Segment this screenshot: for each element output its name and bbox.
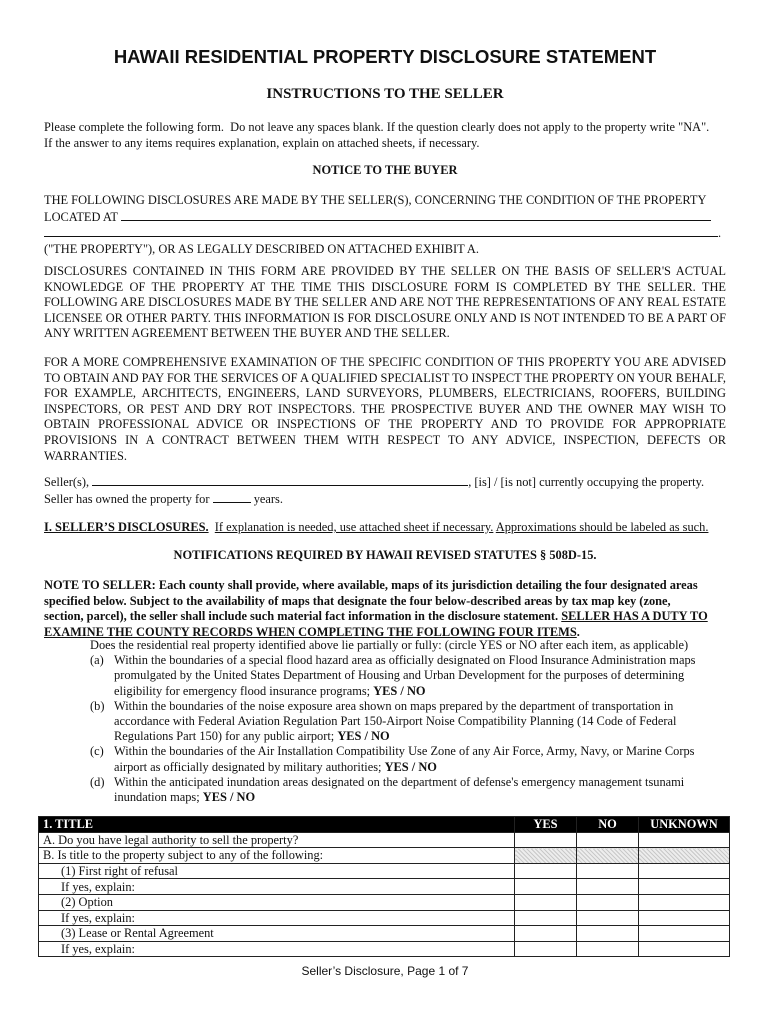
list-item [44, 775, 726, 805]
section-1-heading: I. SELLER’S DISCLOSURES. [44, 520, 209, 534]
yes-column-header: YES [515, 817, 577, 833]
notice-location [44, 193, 726, 257]
seller-info [44, 474, 726, 507]
table-row [39, 910, 730, 926]
document-title: HAWAII RESIDENTIAL PROPERTY DISCLOSURE STATEMENT [113, 46, 657, 67]
unknown-checkbox-cell[interactable] [639, 832, 730, 848]
seller-row [44, 474, 726, 491]
question-cell: B. Is title to the property subject to any of the following: [39, 848, 515, 864]
table-row [39, 863, 730, 879]
shaded-cell [577, 848, 639, 864]
explain-cell[interactable]: If yes, explain: [39, 879, 515, 895]
section-title-header: 1. TITLE [39, 817, 515, 833]
empty-cell [577, 910, 639, 926]
address-continuation-row: . [44, 225, 726, 242]
section-1-note-1: If explanation is needed, use attached sheet if necessary. [214, 520, 494, 534]
yes-checkbox-cell[interactable] [515, 926, 577, 942]
item-label: (c) [90, 744, 104, 759]
instructions-heading: INSTRUCTIONS TO THE SELLER [266, 86, 504, 102]
unknown-column-header: UNKNOWN [639, 817, 730, 833]
unknown-checkbox-cell[interactable] [639, 894, 730, 910]
explain-cell[interactable]: If yes, explain: [39, 910, 515, 926]
item-text: accordance with Federal Aviation Regulation Part 150-Airport Noise Compatibility Planning (14 Code of Federal [114, 714, 677, 729]
item-label: (a) [90, 653, 104, 668]
item-text-last [114, 729, 726, 744]
section-1-note-2: Approximations should be labeled as such. [495, 520, 709, 534]
empty-cell [639, 941, 730, 957]
notice-line-1: THE FOLLOWING DISCLOSURES ARE MADE BY THE SELLER(S), CONCERNING THE CONDITION OF THE PROPERTY [44, 193, 707, 207]
item-text: eligibility for emergency flood insurance programs; [114, 683, 374, 698]
located-at-label: LOCATED AT [44, 209, 118, 224]
yes-checkbox-cell[interactable] [515, 894, 577, 910]
occupying-text: , [is] / [is not] currently occupying the property. [468, 475, 705, 489]
item-text: promulgated by the United States Department of Housing and Urban Development for the purposes of determining [114, 668, 685, 683]
yes-no-choice[interactable]: YES / NO [337, 729, 390, 744]
no-checkbox-cell[interactable] [577, 926, 639, 942]
table-row [39, 926, 730, 942]
question-cell: (1) First right of refusal [39, 863, 515, 879]
table-row [39, 848, 730, 864]
table-row [39, 879, 730, 895]
years-owned-field[interactable] [213, 491, 251, 503]
unknown-checkbox-cell[interactable] [639, 863, 730, 879]
owned-row [44, 491, 726, 508]
instructions-line-2: If the answer to any items requires explanation, explain on attached sheets, if necessary. [44, 135, 480, 150]
no-checkbox-cell[interactable] [577, 894, 639, 910]
list-item [44, 653, 726, 699]
located-at-row [44, 209, 726, 226]
no-checkbox-cell[interactable] [577, 863, 639, 879]
note-to-seller [44, 578, 726, 640]
list-item [44, 699, 726, 745]
question-cell: (2) Option [39, 894, 515, 910]
notice-heading: NOTICE TO THE BUYER [312, 163, 458, 177]
item-text-last [114, 684, 726, 699]
yes-no-choice[interactable]: YES / NO [373, 683, 426, 698]
yes-checkbox-cell[interactable] [515, 863, 577, 879]
notice-paragraph-2: DISCLOSURES CONTAINED IN THIS FORM ARE PROVIDED BY THE SELLER ON THE BASIS OF SELLER'S ACTUAL KNOWLEDGE OF THE PROPERTY AT THE TIME THIS DISCLOSURE FORM IS COMPLETED BY THE SELLER. THE FOLLOWING ARE DISCLOSURES MADE BY THE SELLER AND ARE NOT THE REPRESENTATIONS OF ANY REAL ESTATE LICENSEE OR OTHER PARTY. THIS INFORMATION IS FOR DISCLOSURE ONLY AND IS NOT INTENDED TO BE A PART OF ANY WRITTEN AGREEMENT BETWEEN THE BUYER AND THE SELLER. [44, 264, 726, 341]
empty-cell [639, 910, 730, 926]
yes-no-choice[interactable]: YES / NO [384, 759, 437, 774]
empty-cell [515, 879, 577, 895]
no-checkbox-cell[interactable] [577, 832, 639, 848]
empty-cell [639, 879, 730, 895]
list-item [44, 744, 726, 774]
instructions-line-1: Please complete the following form. Do not leave any spaces blank. If the question clearly does not apply to the property write "NA". [44, 120, 710, 134]
note-line-3 [44, 609, 726, 625]
note-line-3-text: section, parcel), the seller shall include such material fact information in the disclosure statement. [44, 609, 562, 624]
owned-prefix: Seller has owned the property for [44, 491, 210, 506]
question-cell: (3) Lease or Rental Agreement [39, 926, 515, 942]
notifications-heading: NOTIFICATIONS REQUIRED BY HAWAII REVISED STATUTES § 508D-15. [173, 548, 597, 562]
shaded-cell [515, 848, 577, 864]
designated-areas-list [44, 638, 726, 805]
question-intro: Does the residential real property identified above lie partially or fully: (circle YES or NO after each item, as applicable) [90, 638, 689, 652]
no-column-header: NO [577, 817, 639, 833]
item-text: Within the boundaries of a special flood hazard area as officially designated on Flood Insurance Administration maps [114, 653, 696, 668]
empty-cell [577, 941, 639, 957]
note-line-2: specified below. Subject to the availability of maps that designate the four below-described areas by tax map key (zone, [44, 593, 671, 608]
table-header-row [39, 817, 730, 833]
item-text: Within the boundaries of the noise exposure area shown on maps prepared by the department of transportation in [114, 698, 674, 713]
instructions-text [44, 120, 726, 151]
seller-name-field[interactable] [92, 474, 468, 486]
item-text: Within the anticipated inundation areas designated on the department of defense's emergency management tsunami [114, 774, 685, 789]
question-cell: A. Do you have legal authority to sell the property? [39, 832, 515, 848]
unknown-checkbox-cell[interactable] [639, 926, 730, 942]
notice-line-3: ("THE PROPERTY"), OR AS LEGALLY DESCRIBED ON ATTACHED EXHIBIT A. [44, 241, 479, 256]
table-row [39, 941, 730, 957]
item-label: (b) [90, 698, 105, 713]
property-address-field-2[interactable] [44, 225, 718, 237]
section-1-heading-row [44, 520, 726, 536]
empty-cell [577, 879, 639, 895]
empty-cell [515, 910, 577, 926]
item-text-last [114, 760, 726, 775]
explain-cell[interactable]: If yes, explain: [39, 941, 515, 957]
owned-suffix: years. [253, 491, 283, 506]
item-text: Within the boundaries of the Air Installation Compatibility Use Zone of any Air Force, Army, Navy, or Marine Corps [114, 744, 695, 759]
property-address-field[interactable] [121, 209, 711, 221]
table-row [39, 894, 730, 910]
seller-label: Seller(s), [44, 475, 90, 489]
title-questions-table [38, 816, 730, 957]
item-text: inundation maps; [114, 790, 203, 805]
note-line-1: NOTE TO SELLER: Each county shall provide, where available, maps of its jurisdiction detailing the four designated areas [44, 578, 698, 592]
duty-emphasis: SELLER HAS A DUTY TO [561, 609, 708, 624]
yes-no-choice[interactable]: YES / NO [202, 790, 256, 805]
duty-emphasis-2: EXAMINE THE COUNTY RECORDS WHEN COMPLETING THE FOLLOWING FOUR ITEMS [44, 624, 577, 639]
item-text-last [114, 790, 726, 805]
note-line-4-end: . [576, 624, 580, 639]
item-text: Regulations Part 150) for any public airport; [114, 729, 338, 744]
empty-cell [515, 941, 577, 957]
notice-paragraph-3: FOR A MORE COMPREHENSIVE EXAMINATION OF THE SPECIFIC CONDITION OF THIS PROPERTY YOU ARE ADVISED TO OBTAIN AND PAY FOR THE SERVICES OF A QUALIFIED SPECIALIST TO INSPECT THE PROPERTY ON YOUR BEHALF, FOR EXAMPLE, ARCHITECTS, ENGINEERS, LAND SURVEYORS, PLUMBERS, ELECTRICIANS, ROOFERS, BUILDING INSPECTORS, OR PEST AND DRY ROT INSPECTORS. THE PROSPECTIVE BUYER AND THE OWNER MAY WISH TO OBTAIN PROFESSIONAL ADVICE OR INSPECTIONS OF THE PROPERTY AND TO PROVIDE FOR APPROPRIATE PROVISIONS IN A CONTRACT BETWEEN THEM WITH RESPECT TO ANY ADVICE, INSPECTION, DEFECTS OR WARRANTIES. [44, 355, 726, 463]
yes-checkbox-cell[interactable] [515, 832, 577, 848]
item-text: airport as officially designated by military authorities; [114, 759, 385, 774]
table-row [39, 832, 730, 848]
shaded-cell [639, 848, 730, 864]
item-label: (d) [90, 774, 105, 789]
page-footer: Seller’s Disclosure, Page 1 of 7 [301, 964, 469, 978]
